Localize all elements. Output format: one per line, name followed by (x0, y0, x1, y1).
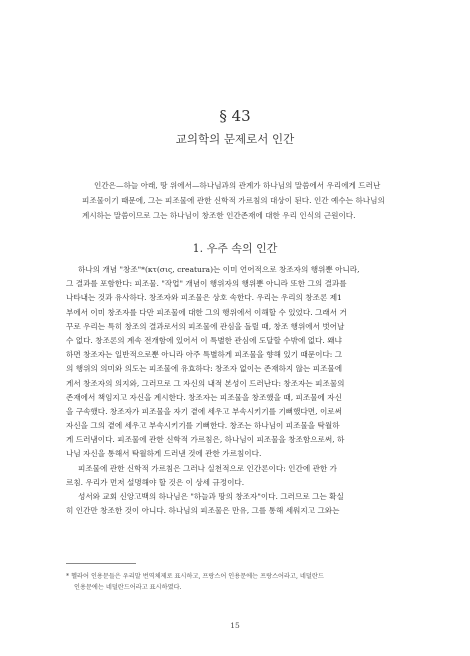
body-line: 꾸로 우리는 특히 창조의 결과로서의 피조물에 관심을 돌릴 때, 창조 행위에서 벗어날 (66, 321, 345, 331)
body-line: 피조물에 관한 신학적 가르침은 그러나 실천적으로 인간론이다: 인간에 관한 가 (78, 463, 338, 473)
section-number: § 43 (219, 107, 251, 125)
footnote-line: * 헬라어 인용문들은 우리말 번역체제로 표시하고, 프랑스어 인용문에는 프랑스어라고, 네덜란드 (66, 573, 324, 580)
body-line: 성서와 교회 신앙고백의 하나님은 "하늘과 땅의 창조자"이다. 그러므로 그는 확실 (78, 492, 344, 501)
body-line: 을 구속했다. 창조자가 피조물을 자기 곁에 세우고 부속시키기를 기뻐했다면, 이로써 (66, 406, 342, 416)
body-line: 게서 창조자의 의지와, 그러므로 그 자신의 내적 본성이 드러난다: 창조자는 피조물의 (66, 378, 345, 388)
footnote (66, 571, 400, 593)
footnote-line: 인용문에는 네덜란드어라고 표시하였다. (74, 584, 182, 591)
body-line: 부에서 이미 창조자를 다만 피조물에 대한 그의 행위에서 이해할 수 있었다. 그래서 거 (66, 307, 347, 317)
body-line: 그 결과를 포함한다: 피조물. "작업" 개념이 행위자의 행위뿐 아니라 또한 그의 결과를 (66, 279, 347, 289)
footnote-divider (66, 563, 136, 564)
body-line: 히 인간만 창조한 것이 아니다. 하나님의 피조물은 만유, 그를 통해 세워지고 그와는 (66, 506, 340, 516)
body-line: 의 행위의 의미와 의도는 피조물에 유효하다: 창조자 없이는 존재하지 않는 피조물에 (66, 364, 343, 374)
body-line: 하면 창조자는 일반적으로뿐 아니라 아주 특별하게 피조물을 향해 있기 때문이다: 그 (66, 350, 343, 360)
body-line: 존재에서 책임지고 자신을 계시한다. 창조자는 피조물을 창조했을 때, 피조물에 자신 (66, 392, 342, 402)
body-line: 하나의 개념 "창조"*(κτ(σις, creatura)는 이미 언어적으로 창조자의 행위뿐 아니라, (78, 265, 360, 274)
section-abstract (82, 178, 400, 223)
body-line: 게 드러냄이다. 피조물에 관한 신학적 가르침은, 하나님이 피조물을 창조함으로써, 하 (66, 435, 345, 445)
page-number: 15 (230, 621, 240, 630)
body-line: 나타내는 것과 유사하다. 창조자와 피조물은 상호 속한다. 우리는 우리의 창조론 제1 (66, 293, 342, 303)
body-line: 나님 자신을 통해서 탁월하게 드러낸 것에 관한 가르침이다. (66, 449, 262, 459)
abstract-line: 피조물이기 때문에, 그는 피조물에 관한 신학적 가르침의 대상이 된다. 인간 예수는 하나님의 (82, 196, 385, 205)
body-line: 수 없다. 창조론의 계속 전개함에 있어서 이 특별한 관심에 도달할 수밖에 없다. 왜냐 (66, 335, 342, 345)
abstract-line: 인간은—하늘 아래, 땅 위에서—하나님과의 관계가 하나님의 말씀에서 우리에게 드러난 (94, 181, 381, 190)
body-line: 르침. 우리가 먼저 설명해야 할 것은 이 상세 규정이다. (66, 477, 245, 487)
subsection-heading: 1. 우주 속의 인간 (192, 242, 278, 255)
body-text (66, 263, 400, 518)
abstract-line: 계시하는 말씀이므로 그는 하나님이 창조한 인간존재에 대한 우리 인식의 근원이다. (82, 211, 356, 220)
section-title: 교의학의 문제로서 인간 (175, 132, 295, 146)
body-line: 자신을 그의 곁에 세우고 부속시키기를 기뻐한다. 창조는 하나님이 피조물을 탁월하 (66, 421, 340, 431)
